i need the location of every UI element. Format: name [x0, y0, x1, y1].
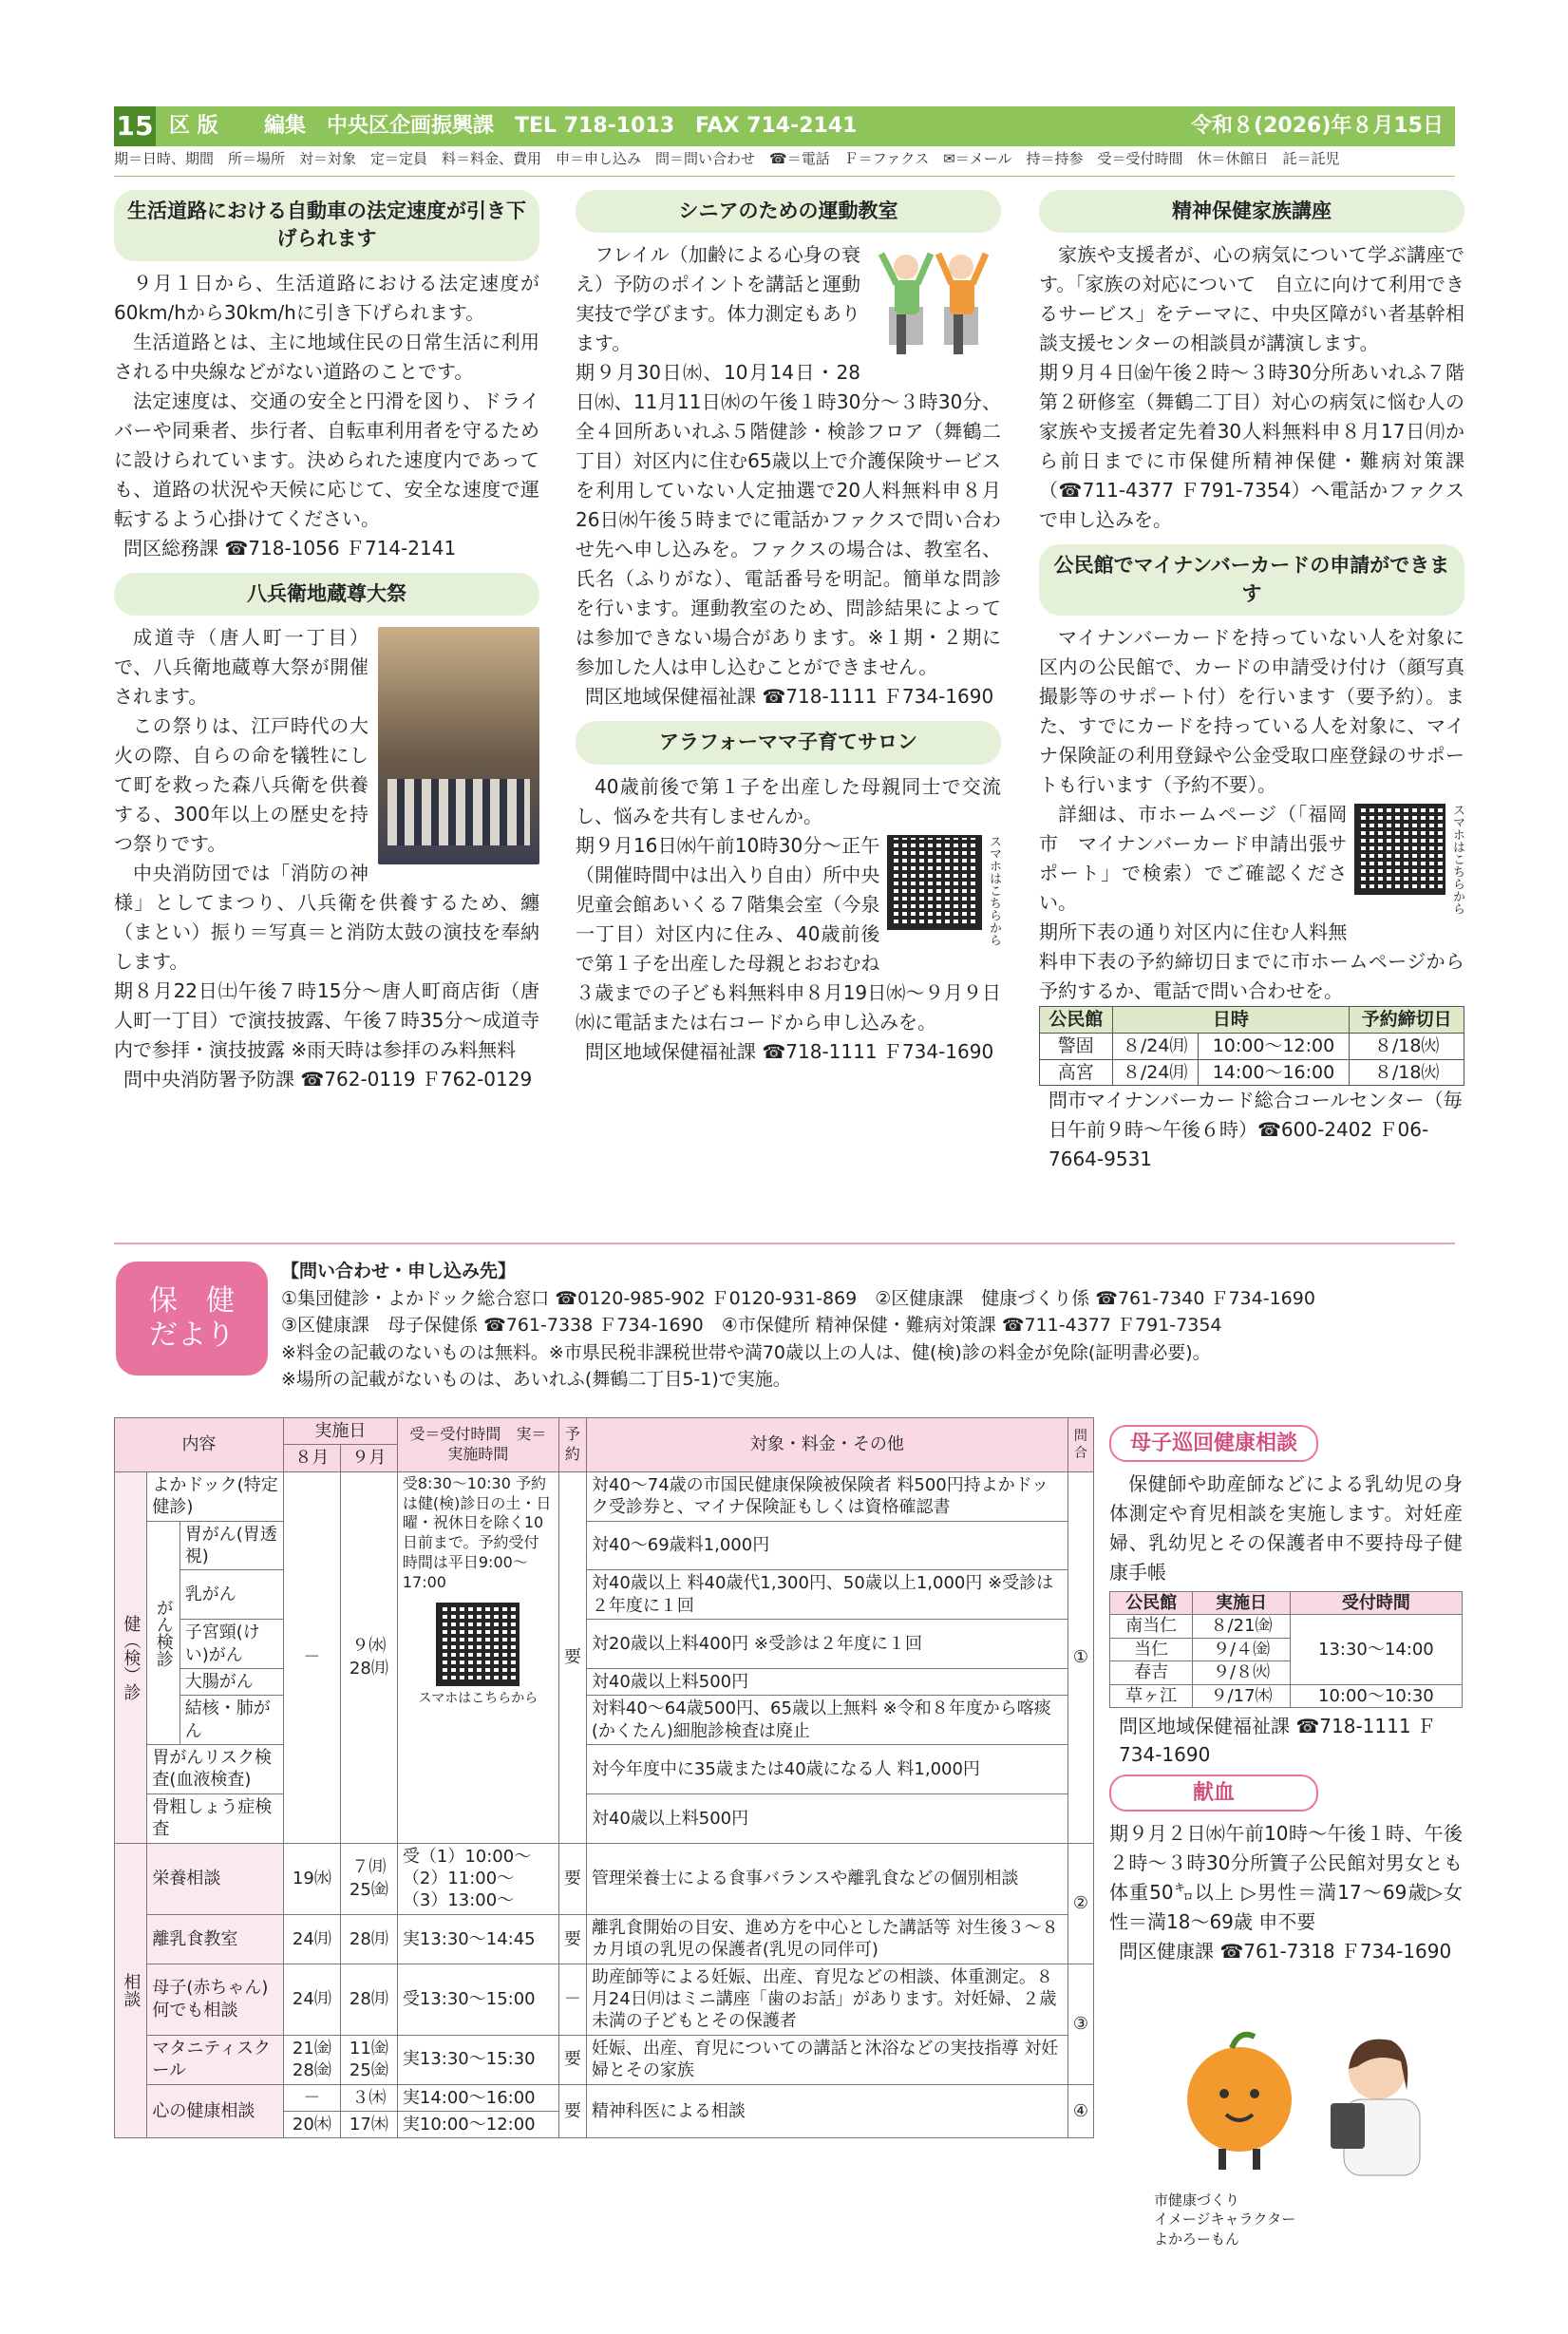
- row-aug: 19㈬: [283, 1843, 340, 1914]
- article-contact: 問区総務課 ☎718-1056 Ｆ714-2141: [123, 536, 457, 560]
- qr-label: スマホはこちらから: [987, 834, 1001, 946]
- article-title: 母子巡回健康相談: [1109, 1425, 1318, 1462]
- table-row: [115, 1793, 1094, 1843]
- row-time: 実13:30～14:45: [397, 1914, 558, 1964]
- table-header: 公民館: [1110, 1592, 1193, 1615]
- row-time: 受13:30～15:00: [397, 1964, 558, 2035]
- row-name: 心の健康相談: [147, 2084, 283, 2138]
- qr-label: スマホはこちらから: [418, 1690, 538, 1706]
- health-news-badge: [116, 1262, 268, 1376]
- table-row: [115, 1570, 1094, 1620]
- table-row: [115, 1843, 1094, 1914]
- table-cell: ９/４㈮: [1193, 1638, 1291, 1660]
- table-row: [115, 1471, 1094, 1521]
- article-title: 献血: [1109, 1774, 1318, 1812]
- col-header-aug: ８月: [283, 1445, 340, 1471]
- page-number: 15: [114, 106, 156, 146]
- table-row: [1110, 1615, 1463, 1638]
- article-paragraph: 法定速度は、交通の安全と円滑を図り、ドライバーや同乗者、歩行者、自転車利用者を守るために設けられています。決められた速度内であっても、道路の状況や天候に応じて、安全な速度で運転するよう心掛けてください。: [114, 389, 539, 530]
- caption-line: 市健康づくり: [1154, 2192, 1240, 2209]
- row-target: 離乳食開始の目安、進め方を中心とした講話等 対生後３～８カ月頃の乳児の保護者(乳児の同伴可): [586, 1914, 1067, 1964]
- row-target: 対40歳以上料500円: [586, 1793, 1067, 1843]
- row-name: マタニティスクール: [147, 2035, 283, 2084]
- mascot-illustration: [1163, 2023, 1458, 2185]
- row-time: 実13:30～15:30: [397, 2035, 558, 2084]
- row-reservation: 要: [558, 1914, 586, 1964]
- article-paragraph: 成道寺（唐人町一丁目）で、八兵衛地蔵尊大祭が開催されます。: [114, 626, 368, 709]
- qr-code-icon[interactable]: [887, 835, 982, 930]
- row-reservation: －: [558, 1964, 586, 2035]
- table-header: 受付時間: [1290, 1592, 1462, 1615]
- column-2: [576, 190, 1001, 1076]
- table-cell: ８/24㈪: [1112, 1059, 1198, 1086]
- qr-code-block[interactable]: [887, 835, 1001, 946]
- checkup-time: 受8:30～10:30 予約は健(検)診日の土・日曜・祝休日を除く10日前まで。予約受付時間は平日9:00～17:00: [402, 1473, 552, 1591]
- page-header: [114, 106, 1455, 146]
- symbol-legend: 期＝日時、期間 所＝場所 対＝対象 定＝定員 料＝料金、費用 申＝申し込み 問＝問い合わせ ☎＝電話 Ｆ＝ファクス ✉＝メール 持＝持参 受＝受付時間 休＝休館日 託＝託児: [114, 148, 1455, 177]
- row-name: 胃がんリスク検査(血液検査): [147, 1745, 283, 1794]
- article-contact: 問区健康課 ☎761-7318 Ｆ734-1690: [1119, 1940, 1452, 1963]
- table-row: [1040, 1059, 1464, 1086]
- table-cell: ８/21㈮: [1193, 1615, 1291, 1638]
- table-row: [115, 2084, 1094, 2111]
- table-cell: 草ヶ江: [1110, 1684, 1193, 1707]
- col-header-date: 実施日: [283, 1418, 397, 1445]
- col-header-inquiry: 問合: [1067, 1418, 1093, 1472]
- article-paragraph: フレイル（加齢による心身の衰え）予防のポイントを講話と運動実技で学びます。体力測定もあります。: [576, 243, 860, 355]
- row-aug: 24㈪: [283, 1964, 340, 2035]
- table-cell: 14:00～16:00: [1198, 1059, 1350, 1086]
- contacts-heading: 【問い合わせ・申し込み先】: [281, 1261, 517, 1281]
- article-paragraph: 保健師や助産師などによる乳幼児の身体測定や育児相談を実施します。対妊産婦、乳幼児とその保護者申不要持母子健康手帳: [1109, 1472, 1463, 1584]
- contact-line: ③区健康課 母子保健係 ☎761-7338 Ｆ734-1690 ④市保健所 精神保健・難病対策課 ☎711-4377 Ｆ791-7354: [281, 1315, 1222, 1336]
- article-contact: 問区地域保健福祉課 ☎718-1111 Ｆ734-1690: [585, 1039, 994, 1063]
- row-name: 乳がん: [179, 1570, 283, 1620]
- row-sep: 11㈮ 25㈮: [340, 2035, 397, 2084]
- row-target: 対料40～64歳500円、65歳以上無料 ※令和８年度から喀痰(かくたん)細胞診検査は廃止: [586, 1696, 1067, 1745]
- article-title: 八兵衛地蔵尊大祭: [114, 573, 539, 616]
- article-paragraph: 生活道路とは、主に地域住民の日常生活に利用される中央線などがない道路のことです。: [114, 330, 539, 383]
- note-line: ※料金の記載のないものは無料。※市県民税非課税世帯や満70歳以上の人は、健(検)診の料金が免除(証明書必要)。: [281, 1341, 1211, 1363]
- row-reservation: 要: [558, 2084, 586, 2138]
- seniors-exercise-illustration: [868, 240, 1001, 364]
- row-reservation: 要: [558, 1843, 586, 1914]
- row-sep: 17㈭: [340, 2111, 397, 2137]
- row-aug: －: [283, 2084, 340, 2111]
- article-paragraph: 期９月４日㈮午後２時～３時30分所あいれふ７階第２研修室（舞鶴二丁目）対心の病気に悩む人の家族や支援者定先着30人料無料申８月17日㈪から前日までに市保健所精神保健・難病対策課（☎711-4377 Ｆ791-7354）へ電話かファクスで申し込みを。: [1039, 361, 1464, 532]
- row-time: 実10:00～12:00: [397, 2111, 558, 2137]
- row-target: 対40～69歳料1,000円: [586, 1521, 1067, 1570]
- article-senior-exercise: [576, 190, 1001, 712]
- article-contact: 問市マイナンバーカード総合コールセンター（毎日午前９時～午後６時）☎600-2402 Ｆ06-7664-9531: [1048, 1089, 1463, 1171]
- consultation-schedule-table: [1109, 1591, 1463, 1708]
- row-name: 骨粗しょう症検査: [147, 1793, 283, 1843]
- article-title: 公民館でマイナンバーカードの申請ができます: [1039, 544, 1464, 616]
- issue-date: 令和８(2026)年８月15日: [1191, 113, 1444, 138]
- row-sep: ７㈪ 25㈮: [340, 1843, 397, 1914]
- editor-info: 編集 中央区企画振興課 TEL 718-1013 FAX 714-2141: [264, 113, 858, 138]
- table-header: 公民館: [1040, 1007, 1113, 1034]
- checkup-inquiry: ①: [1067, 1471, 1093, 1843]
- col-header-sep: ９月: [340, 1445, 397, 1471]
- checkup-sep: ９㈬ 28㈪: [340, 1471, 397, 1843]
- row-target: 精神科医による相談: [586, 2084, 1067, 2138]
- row-inquiry: ②: [1067, 1843, 1093, 1964]
- table-cell: 当仁: [1110, 1638, 1193, 1660]
- table-cell: 警固: [1040, 1033, 1113, 1059]
- column-3: [1039, 190, 1464, 1184]
- article-paragraph: 期９月16日㈬午前10時30分～正午（開催時間中は出入り自由）所中央児童会館あいくる７階集会室（今泉一丁目）対区内に住み、40歳前後で第１子を出産した母親とおおむね３歳までの子ども料無料申８月19日㈬～９月９日㈬に電話または右コードから申し込みを。: [576, 833, 1001, 1034]
- caption-line: よかろーもん: [1154, 2230, 1240, 2248]
- article-maternal-child-consultation: [1109, 1425, 1463, 1769]
- row-name: 胃がん(胃透視): [179, 1521, 283, 1570]
- row-aug: 24㈪: [283, 1914, 340, 1964]
- cancer-screening-label: がん検診: [153, 1598, 174, 1667]
- table-cell: ９/８㈫: [1193, 1661, 1291, 1684]
- row-name: 離乳食教室: [147, 1914, 283, 1964]
- qr-code-icon[interactable]: [436, 1603, 520, 1686]
- table-cell: 13:30～14:00: [1290, 1615, 1462, 1684]
- article-paragraph: 期９月30日㈬、10月14日・28日㈬、11月11日㈬の午後１時30分～３時30分、全４回所あいれふ５階健診・検診フロア（舞鶴二丁目）対区内に住む65歳以上で介護保険サービスを利用していない人定抽選で20人料無料申８月26日㈬午後５時までに電話かファクスで問い合わせ先へ申し込みを。ファクスの場合は、教室名、氏名（ふりがな）、電話番号を明記。簡単な問診を行います。運動教室のため、問診結果によっては参加できない場合があります。※１期・２期に参加した人は申し込むことができません。: [576, 361, 1001, 679]
- row-name: 大腸がん: [179, 1668, 283, 1695]
- table-header: 実施日: [1193, 1592, 1291, 1615]
- table-cell: 10:00～12:00: [1198, 1033, 1350, 1059]
- table-cell: ８/18㈫: [1350, 1033, 1464, 1059]
- table-row: [115, 1964, 1094, 2035]
- note-line: ※場所の記載がないものは、あいれふ(舞鶴二丁目5-1)で実施。: [281, 1369, 791, 1390]
- row-target: 妊娠、出産、育児についての講話と沐浴などの実技指導 対妊婦とその家族: [586, 2035, 1067, 2084]
- festival-photo: [378, 627, 539, 864]
- row-name: 栄養相談: [147, 1843, 283, 1914]
- table-header: 日時: [1112, 1007, 1350, 1034]
- row-time: 受（1）10:00～ （2）11:00～ （3）13:00～: [397, 1843, 558, 1914]
- col-header-time: 受＝受付時間 実＝実施時間: [397, 1418, 558, 1472]
- table-cell: 春吉: [1110, 1661, 1193, 1684]
- article-contact: 問区地域保健福祉課 ☎718-1111 Ｆ734-1690: [1119, 1714, 1436, 1766]
- section-divider: [114, 1243, 1455, 1244]
- row-target: 対20歳以上料400円 ※受診は２年度に１回: [586, 1620, 1067, 1669]
- article-paragraph: 詳細は、市ホームページ（「福岡市 マイナンバーカード申請出張サポート」で検索）でご確認ください。: [1039, 803, 1348, 915]
- table-row: [115, 1668, 1094, 1695]
- row-aug: 20㈭: [283, 2111, 340, 2137]
- table-row: [115, 1696, 1094, 1745]
- row-name: 母子(赤ちゃん)何でも相談: [147, 1964, 283, 2035]
- qr-code-icon[interactable]: [1354, 804, 1445, 895]
- article-speed-limit: [114, 190, 539, 563]
- col-header-reservation: 予約: [558, 1418, 586, 1472]
- article-contact: 問中央消防署予防課 ☎762-0119 Ｆ762-0129: [123, 1068, 533, 1091]
- qr-code-block[interactable]: [1354, 804, 1464, 915]
- table-row: [115, 1914, 1094, 1964]
- mascot-caption: [1154, 2191, 1295, 2249]
- table-cell: 高宮: [1040, 1059, 1113, 1086]
- table-header: 予約締切日: [1350, 1007, 1464, 1034]
- article-title: アラフォーママ子育てサロン: [576, 721, 1001, 764]
- column-1: [114, 190, 539, 1104]
- table-row: [1040, 1033, 1464, 1059]
- article-paragraph: 家族や支援者が、心の病気について学ぶ講座です。「家族の対応について 自立に向けて利用できるサービス」をテーマに、中央区障がい者基幹相談支援センターの相談員が講演します。: [1039, 243, 1464, 355]
- article-paragraph: 期所下表の通り対区内に住む人料無料申下表の予約締切日までに市ホームページから予約するか、電話で問い合わせを。: [1039, 920, 1464, 1003]
- section-label: 区 版: [169, 113, 218, 138]
- contact-line: ①集団健診・よかドック総合窓口 ☎0120-985-902 Ｆ0120-931-869 ②区健康課 健康づくり係 ☎761-7340 Ｆ734-1690: [281, 1287, 1315, 1309]
- caption-line: イメージキャラクター: [1154, 2211, 1296, 2229]
- category-checkup: 健（検）診: [121, 1614, 142, 1700]
- row-inquiry: ③: [1067, 1964, 1093, 2084]
- article-blood-donation: [1109, 1774, 1463, 1965]
- article-hachibee-festival: [114, 573, 539, 1094]
- checkup-aug: －: [283, 1471, 340, 1843]
- article-around40-mama: [576, 721, 1001, 1066]
- article-paragraph: 期９月２日㈬午前10時～午後１時、午後２時～３時30分所簀子公民館対男女とも体重50㌔以上 ▷男性＝満17～69歳▷女性＝満18～69歳 申不要: [1109, 1822, 1463, 1933]
- row-target: 対今年度中に35歳または40歳になる人 料1,000円: [586, 1745, 1067, 1794]
- article-contact: 問区地域保健福祉課 ☎718-1111 Ｆ734-1690: [585, 685, 994, 709]
- row-target: 対40歳以上 料40歳代1,300円、50歳以上1,000円 ※受診は２年度に１回: [586, 1570, 1067, 1620]
- table-row: [115, 2035, 1094, 2084]
- table-cell: ８/24㈪: [1112, 1033, 1198, 1059]
- col-header-target: 対象・料金・その他: [586, 1418, 1067, 1472]
- row-reservation: 要: [558, 2035, 586, 2084]
- article-paragraph: この祭りは、江戸時代の大火の際、自らの命を犠牲にして町を救った森八兵衛を供養する、300年以上の歴史を持つ祭りです。: [114, 714, 368, 856]
- article-paragraph: 40歳前後で第１子を出産した母親同士で交流し、悩みを共有しませんか。: [576, 774, 1001, 827]
- article-title: シニアのための運動教室: [576, 190, 1001, 233]
- row-target: 管理栄養士による食事バランスや離乳食などの個別相談: [586, 1843, 1067, 1914]
- article-mynumber-card: [1039, 544, 1464, 1174]
- article-title: 精神保健家族講座: [1039, 190, 1464, 233]
- badge-line: 保 健: [149, 1284, 235, 1318]
- article-paragraph: 中央消防団では「消防の神様」としてまつり、八兵衛を供養するため、纏（まとい）振り＝写真＝と消防太鼓の演技を奉納します。: [114, 862, 539, 974]
- row-name: 子宮頸(けい)がん: [179, 1620, 283, 1669]
- row-name: 結核・肺がん: [179, 1696, 283, 1745]
- table-row: [115, 1521, 1094, 1570]
- badge-line: だより: [149, 1319, 235, 1352]
- article-paragraph: ９月１日から、生活道路における法定速度が60km/hから30km/hに引き下げられます。: [114, 271, 539, 324]
- row-sep: 28㈪: [340, 1964, 397, 2035]
- row-time: 実14:00～16:00: [397, 2084, 558, 2111]
- checkup-reservation: 要: [558, 1471, 586, 1843]
- table-row: [115, 1745, 1094, 1794]
- row-inquiry: ④: [1067, 2084, 1093, 2138]
- qr-label: スマホはこちらから: [1450, 804, 1464, 916]
- category-consultation: 相談: [121, 1973, 142, 2008]
- mynumber-schedule-table: [1039, 1006, 1464, 1086]
- health-contacts: [281, 1258, 1459, 1394]
- article-title: 生活道路における自動車の法定速度が引き下げられます: [114, 190, 539, 261]
- row-aug: 21㈮ 28㈮: [283, 2035, 340, 2084]
- row-sep: 28㈪: [340, 1914, 397, 1964]
- table-cell: ９/17㈭: [1193, 1684, 1291, 1707]
- article-mental-health-family: [1039, 190, 1464, 535]
- col-header-content: 内容: [115, 1418, 284, 1472]
- table-row: [115, 1620, 1094, 1669]
- article-paragraph: マイナンバーカードを持っていない人を対象に区内の公民館で、カードの申請受け付け（顔写真撮影等のサポート付）を行います（要予約）。また、すでにカードを持っている人を対象に、マイナ保険証の利用登録や公金受取口座登録のサポートも行います（予約不要）。: [1039, 626, 1464, 797]
- table-cell: 南当仁: [1110, 1615, 1193, 1638]
- table-cell: ８/18㈫: [1350, 1059, 1464, 1086]
- table-row: [1110, 1684, 1463, 1707]
- row-target: 対40～74歳の市国民健康保険被保険者 料500円持よかドック受診券と、マイナ保険証もしくは資格確認書: [586, 1471, 1067, 1521]
- health-schedule-table: [114, 1417, 1094, 2138]
- row-sep: ３㈭: [340, 2084, 397, 2111]
- table-cell: 10:00～10:30: [1290, 1684, 1462, 1707]
- row-target: 助産師等による妊娠、出産、育児などの相談、体重測定。８月24日㈪はミニ講座「歯のお話」があります。対妊婦、２歳未満の子どもとその保護者: [586, 1964, 1067, 2035]
- row-name: よかドック(特定健診): [147, 1471, 283, 1521]
- article-paragraph: 期８月22日㈯午後７時15分～唐人町商店街（唐人町一丁目）で演技披露、午後７時35分～成道寺内で参拝・演技披露 ※雨天時は参拝のみ料無料: [114, 979, 539, 1062]
- row-target: 対40歳以上料500円: [586, 1668, 1067, 1695]
